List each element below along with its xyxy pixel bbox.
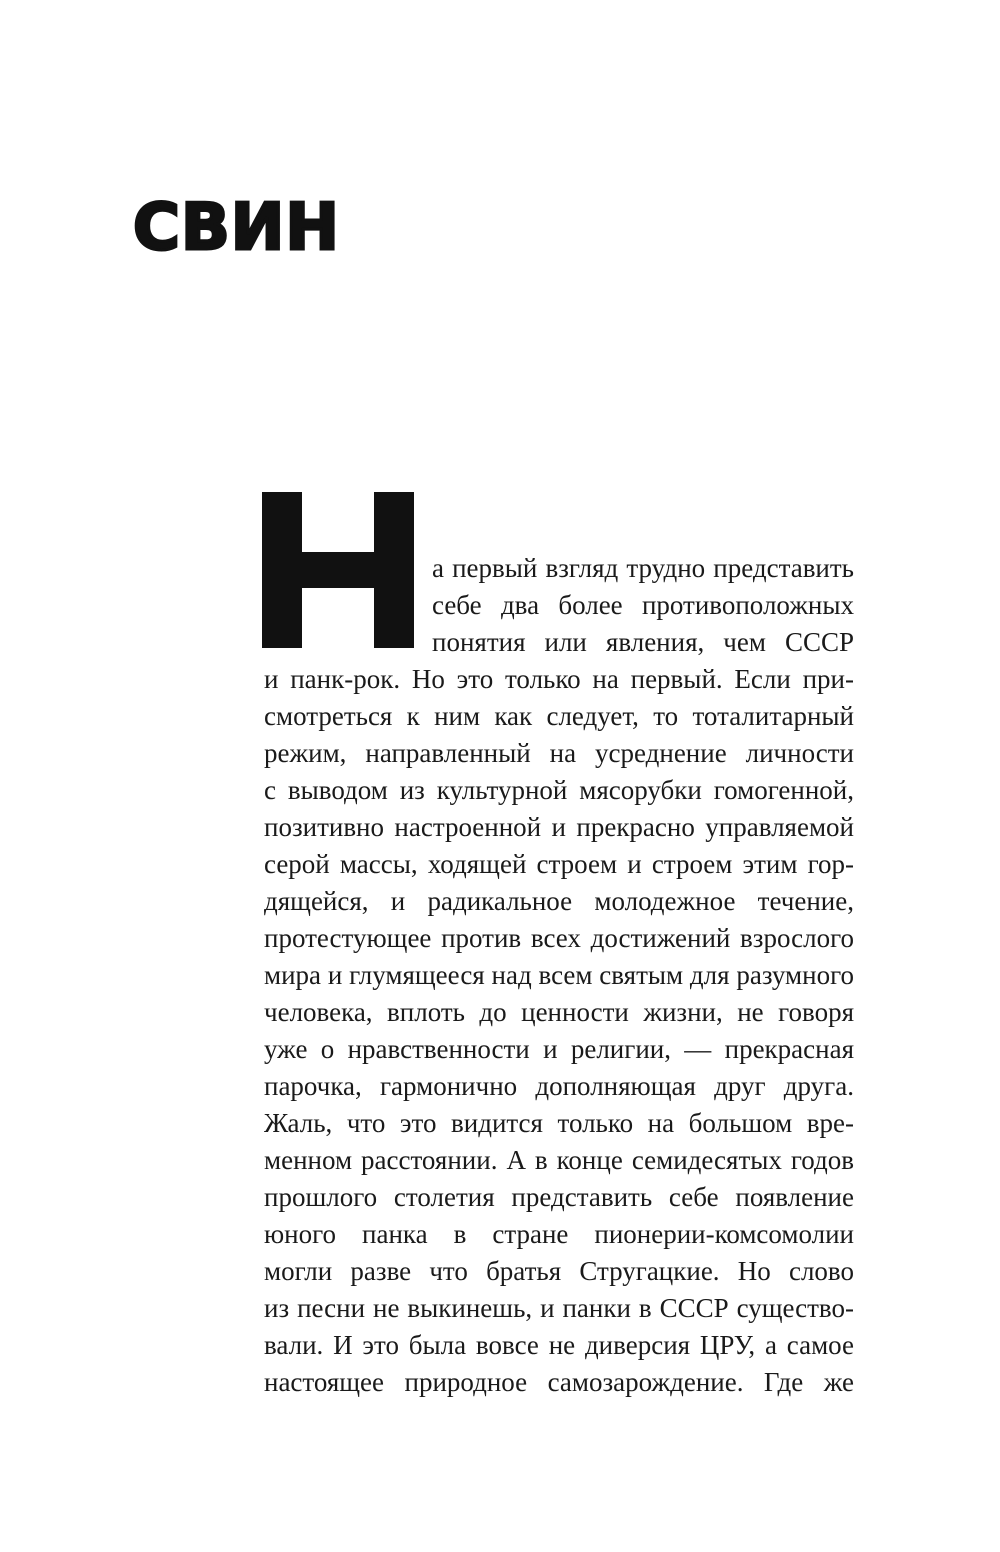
- text-line: режим, направленный на усреднение личности: [264, 738, 854, 768]
- text-line: позитивно настроенной и прекрасно управляемой: [264, 812, 854, 842]
- text-line: смотреться к ним как следует, то тоталитарный: [264, 701, 854, 731]
- text-line: юного панка в стране пионерии-комсомолии: [264, 1219, 854, 1249]
- text-line: из песни не выкинешь, и панки в СССР существо-: [264, 1293, 854, 1323]
- text-line: мира и глумящееся над всем святым для разумного: [264, 960, 854, 990]
- text-line: уже о нравственности и религии, — прекрасная: [264, 1034, 854, 1064]
- chapter-title: СВИН: [133, 191, 340, 265]
- text-line: вали. И это была вовсе не диверсия ЦРУ, а самое: [264, 1330, 854, 1360]
- text-line: настоящее природное самозарождение. Где же: [264, 1367, 854, 1397]
- text-line: дящейся, и радикальное молодежное течение,: [264, 886, 854, 916]
- text-line: серой массы, ходящей строем и строем этим гор-: [264, 849, 854, 879]
- text-line: с выводом из культурной мясорубки гомогенной,: [264, 775, 854, 805]
- text-line: человека, вплоть до ценности жизни, не говоря: [264, 997, 854, 1027]
- drop-cap: [262, 492, 414, 648]
- text-line: прошлого столетия представить себе появление: [264, 1182, 854, 1212]
- text-line: протестующее против всех достижений взрослого: [264, 923, 854, 953]
- text-line: и панк-рок. Но это только на первый. Если при-: [264, 664, 854, 694]
- text-line: Жаль, что это видится только на большом вре-: [264, 1108, 854, 1138]
- text-line: а первый взгляд трудно представить: [432, 553, 854, 583]
- text-line: менном расстоянии. А в конце семидесятых годов: [264, 1145, 854, 1175]
- text-line: понятия или явления, чем СССР: [432, 627, 854, 657]
- text-line: могли разве что братья Стругацкие. Но слово: [264, 1256, 854, 1286]
- text-line: парочка, гармонично дополняющая друг друга.: [264, 1071, 854, 1101]
- text-line: себе два более противоположных: [432, 590, 854, 620]
